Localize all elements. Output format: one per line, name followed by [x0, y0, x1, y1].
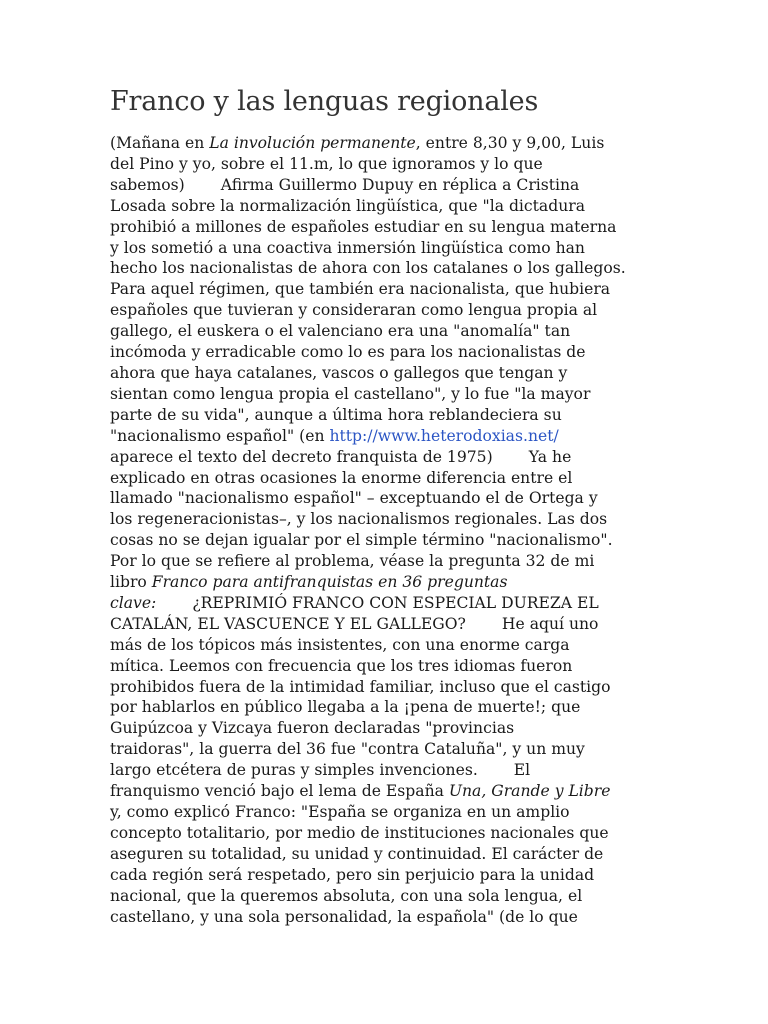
body-text-segment: castellano, y una sola personalidad, la española" (de lo que — [110, 907, 578, 926]
body-text-segment: "nacionalismo español" (en — [110, 426, 330, 445]
body-line — [110, 447, 660, 468]
body-line — [110, 635, 660, 656]
italic-title-text: Franco para antifranquistas en 36 preguntas — [151, 573, 508, 592]
body-line — [110, 238, 660, 259]
body-text-segment: libro — [110, 573, 152, 592]
body-text-segment: concepto totalitario, por medio de instituciones nacionales que — [110, 823, 609, 842]
body-text-segment: Para aquel régimen, que también era nacionalista, que hubiera — [110, 280, 611, 299]
body-line — [110, 656, 660, 677]
body-text-segment: incómoda y erradicable como lo es para los nacionalistas de — [110, 343, 586, 362]
body-line — [110, 530, 660, 551]
italic-title-text: Una, Grande y Libre — [448, 782, 611, 801]
body-text-segment: Ya he — [528, 447, 572, 466]
body-line — [110, 154, 660, 175]
body-line — [110, 739, 660, 760]
body-line — [110, 781, 660, 802]
body-text-segment: Guipúzcoa y Vizcaya fueron declaradas "provincias — [110, 719, 515, 738]
italic-title-text: La involución permanente — [209, 134, 416, 152]
body-line — [110, 300, 660, 321]
body-line — [110, 865, 660, 886]
body-text-segment: ahora que haya catalanes, vascos o gallegos que tengan y — [110, 363, 568, 382]
body-text-segment: y los sometió a una coactiva inmersión lingüística como han — [110, 238, 585, 257]
body-line — [110, 488, 660, 509]
body-line — [110, 697, 660, 718]
body-text-segment: sientan como lengua propia el castellano", y lo fue "la mayor — [110, 384, 591, 403]
body-text-segment: cosas no se dejan igualar por el simple término "nacionalismo". — [110, 531, 613, 550]
italic-title-text: clave: — [110, 593, 157, 612]
body-text-segment: (Mañana en — [110, 134, 210, 152]
body-text-segment: nacional, que la queremos absoluta, con una sola lengua, el — [110, 886, 583, 905]
body-line — [110, 593, 660, 614]
body-text-segment: los regeneracionistas–, y los nacionalismos regionales. Las dos — [110, 510, 608, 529]
body-text-segment: prohibió a millones de españoles estudiar en su lengua materna — [110, 217, 617, 236]
body-line — [110, 405, 660, 426]
body-line — [110, 426, 660, 447]
body-text-segment: CATALÁN, EL VASCUENCE Y EL GALLEGO? — [110, 614, 466, 633]
body-line — [110, 760, 660, 781]
body-line — [110, 907, 660, 928]
body-text-segment: Afirma Guillermo Dupuy en réplica a Cristina — [220, 175, 580, 194]
document-page — [110, 82, 660, 927]
body-line — [110, 175, 660, 196]
body-line — [110, 886, 660, 907]
body-line — [110, 614, 660, 635]
body-line — [110, 802, 660, 823]
body-text-segment: franquismo venció bajo el lema de España — [110, 782, 449, 801]
body-line — [110, 509, 660, 530]
body-line — [110, 196, 660, 217]
body-text-segment: aparece el texto del decreto franquista de 1975) — [110, 447, 493, 466]
body-text-segment: explicado en otras ocasiones la enorme diferencia entre el — [110, 468, 573, 487]
body-line — [110, 551, 660, 572]
body-text-segment: sabemos) — [110, 175, 185, 194]
body-text-segment: prohibidos fuera de la intimidad familiar, incluso que el castigo — [110, 677, 611, 696]
body-line — [110, 384, 660, 405]
body-text-segment: aseguren su totalidad, su unidad y continuidad. El carácter de — [110, 844, 604, 863]
body-line — [110, 677, 660, 698]
body-line — [110, 342, 660, 363]
body-text-segment: mítica. Leemos con frecuencia que los tres idiomas fueron — [110, 656, 573, 675]
body-line — [110, 823, 660, 844]
body-text-segment: gallego, el euskera o el valenciano era una "anomalía" tan — [110, 322, 571, 341]
body-line — [110, 133, 660, 154]
article-body — [110, 133, 660, 927]
body-text-segment: hecho los nacionalistas de ahora con los catalanes o los gallegos. — [110, 259, 626, 278]
body-line — [110, 258, 660, 279]
body-text-segment: ¿REPRIMIÓ FRANCO CON ESPECIAL DUREZA EL — [192, 593, 599, 612]
body-line — [110, 321, 660, 342]
body-line — [110, 718, 660, 739]
body-line — [110, 363, 660, 384]
body-text-segment: españoles que tuvieran y consideraran como lengua propia al — [110, 301, 598, 320]
body-line — [110, 279, 660, 300]
body-text-segment: traidoras", la guerra del 36 fue "contra Cataluña", y un muy — [110, 740, 585, 759]
article-title: Franco y las lenguas regionales — [110, 86, 539, 117]
body-line — [110, 844, 660, 865]
body-text-segment: Por lo que se refiere al problema, véase la pregunta 32 de mi — [110, 552, 595, 571]
body-text-segment: y, como explicó Franco: "España se organiza en un amplio — [110, 803, 570, 821]
body-line — [110, 572, 660, 593]
body-text-segment: por hablarlos en público llegaba a la ¡pena de muerte!; que — [110, 698, 581, 717]
body-line — [110, 468, 660, 489]
heterodoxias-link[interactable]: http://www.heterodoxias.net/ — [329, 426, 559, 445]
body-text-segment: cada región será respetado, pero sin perjuicio para la unidad — [110, 865, 595, 884]
body-text-segment: largo etcétera de puras y simples invenciones. — [110, 761, 478, 780]
body-text-segment: del Pino y yo, sobre el 11.m, lo que ignoramos y lo que — [110, 154, 543, 173]
body-text-segment: más de los tópicos más insistentes, con una enorme carga — [110, 635, 570, 654]
body-text-segment: , entre 8,30 y 9,00, Luis — [415, 134, 605, 152]
body-text-segment: El — [513, 761, 531, 780]
body-text-segment: He aquí uno — [501, 614, 599, 633]
body-text-segment: llamado "nacionalismo español" – exceptuando el de Ortega y — [110, 489, 598, 508]
body-text-segment: parte de su vida", aunque a última hora reblandeciera su — [110, 405, 562, 424]
body-text-segment: Losada sobre la normalización lingüística, que "la dictadura — [110, 196, 585, 215]
body-line — [110, 217, 660, 238]
